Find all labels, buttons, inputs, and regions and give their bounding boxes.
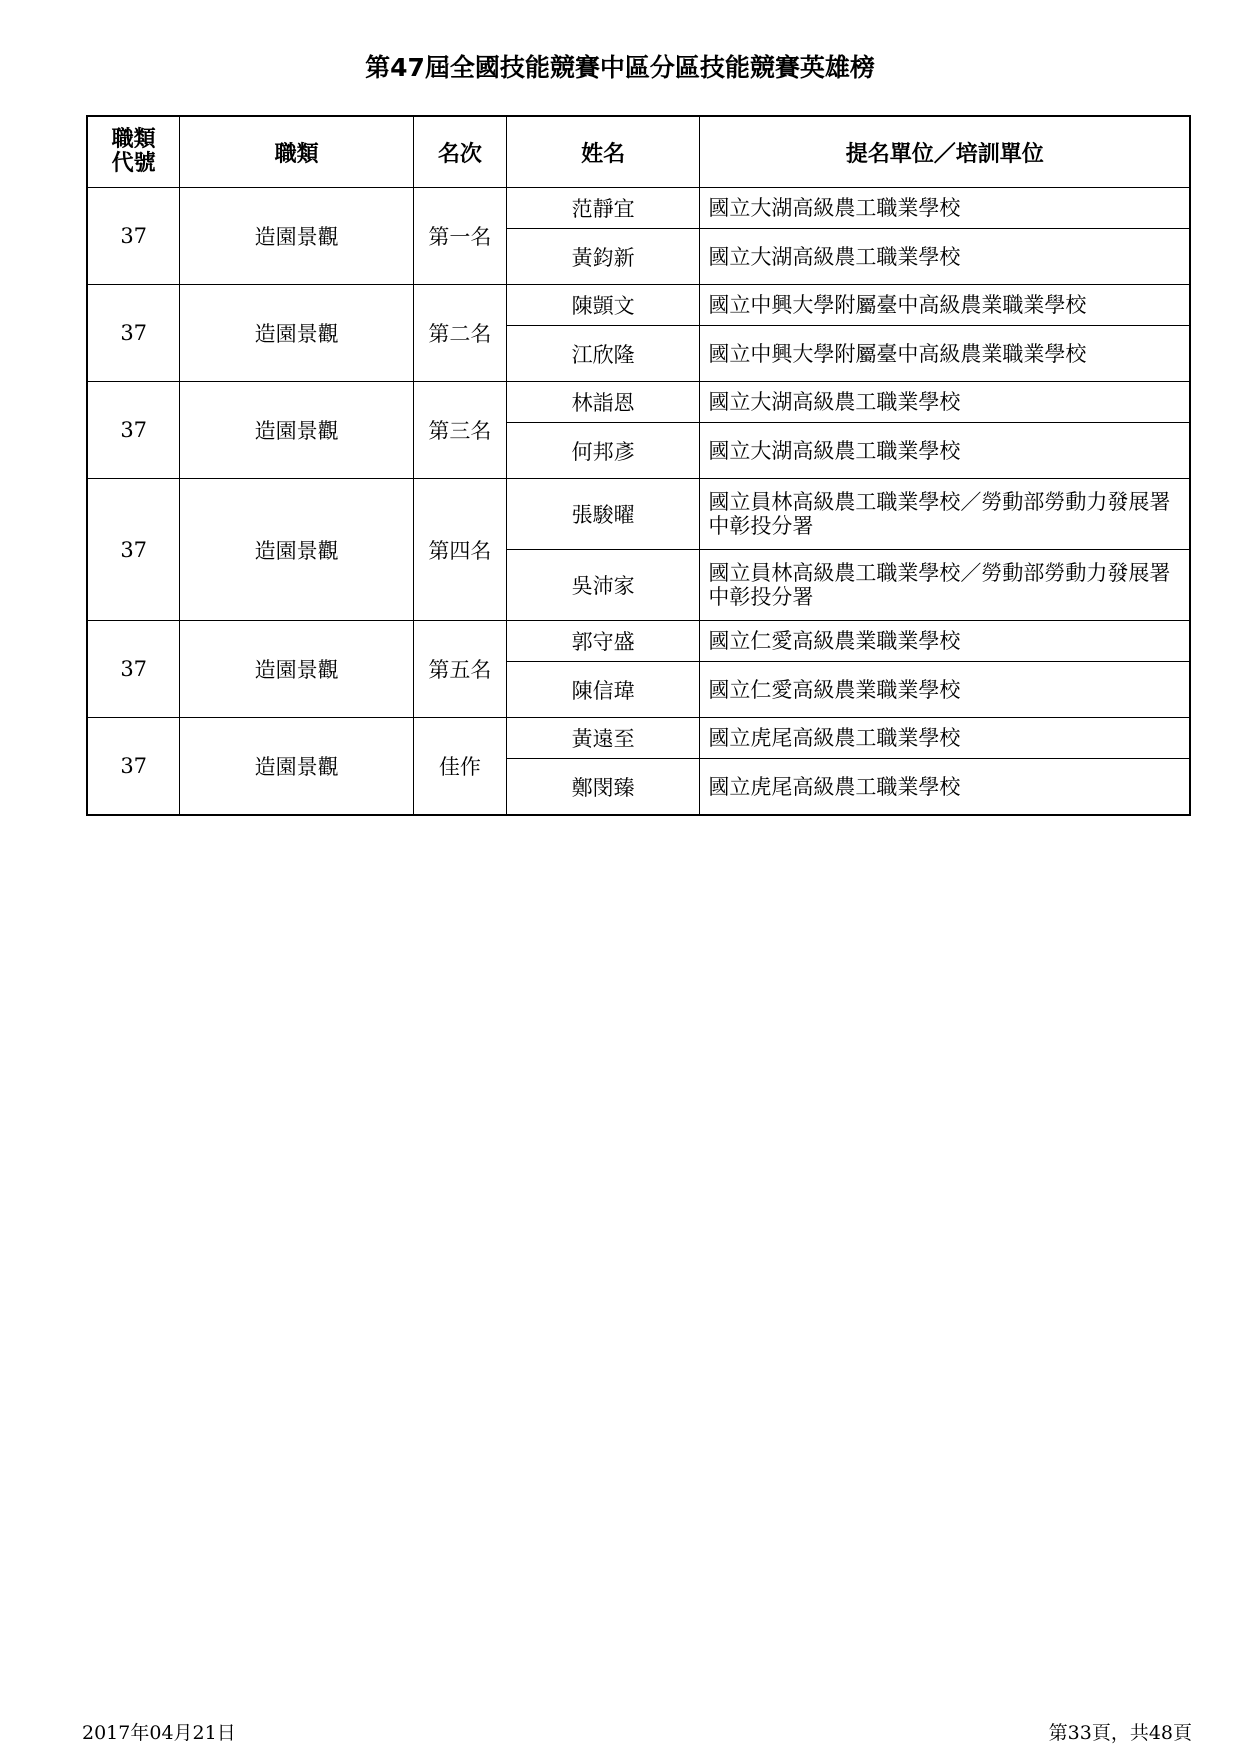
unit-cell: 國立大湖高級農工職業學校	[700, 188, 1190, 229]
unit-cell: 國立仁愛高級農業職業學校	[700, 621, 1190, 662]
footer-date: 2017年04月21日	[82, 1722, 236, 1744]
table-row	[87, 718, 1190, 759]
unit-cell: 國立虎尾高級農工職業學校	[700, 759, 1190, 816]
table-row	[87, 621, 1190, 662]
name-cell: 鄭閔臻	[506, 759, 700, 816]
name-cell: 黃遠至	[506, 718, 700, 759]
name-cell: 陳顗文	[506, 285, 700, 326]
rank-cell: 第二名	[413, 285, 506, 382]
header-row	[87, 116, 1190, 188]
table-row	[87, 188, 1190, 229]
results-table	[86, 115, 1191, 816]
name-cell: 陳信瑋	[506, 662, 700, 718]
header-trade: 職類	[180, 116, 414, 188]
name-cell: 范靜宜	[506, 188, 700, 229]
unit-cell: 國立大湖高級農工職業學校	[700, 229, 1190, 285]
unit-cell: 國立中興大學附屬臺中高級農業職業學校	[700, 285, 1190, 326]
header-name: 姓名	[506, 116, 700, 188]
name-cell: 黃鈞新	[506, 229, 700, 285]
trade-cell: 造園景觀	[180, 718, 414, 816]
trade-code-cell: 37	[87, 621, 180, 718]
unit-cell: 國立中興大學附屬臺中高級農業職業學校	[700, 326, 1190, 382]
trade-cell: 造園景觀	[180, 621, 414, 718]
trade-cell: 造園景觀	[180, 188, 414, 285]
name-cell: 張駿曜	[506, 479, 700, 550]
table-row	[87, 382, 1190, 423]
rank-cell: 第四名	[413, 479, 506, 621]
header-rank: 名次	[413, 116, 506, 188]
trade-cell: 造園景觀	[180, 382, 414, 479]
rank-cell: 第三名	[413, 382, 506, 479]
unit-cell: 國立大湖高級農工職業學校	[700, 423, 1190, 479]
unit-cell: 國立虎尾高級農工職業學校	[700, 718, 1190, 759]
unit-cell: 國立仁愛高級農業職業學校	[700, 662, 1190, 718]
rank-cell: 佳作	[413, 718, 506, 816]
trade-cell: 造園景觀	[180, 285, 414, 382]
name-cell: 林詣恩	[506, 382, 700, 423]
unit-cell: 國立員林高級農工職業學校／勞動部勞動力發展署中彰投分署	[700, 479, 1190, 550]
footer-page-number: 第33頁，共48頁	[1048, 1722, 1192, 1744]
name-cell: 郭守盛	[506, 621, 700, 662]
unit-cell: 國立員林高級農工職業學校／勞動部勞動力發展署中彰投分署	[700, 550, 1190, 621]
header-trade-code	[87, 116, 180, 188]
table-row	[87, 479, 1190, 550]
rank-cell: 第一名	[413, 188, 506, 285]
trade-code-cell: 37	[87, 285, 180, 382]
header-trade-code-line2: 代號	[111, 151, 156, 176]
header-trade-code-line1: 職類	[111, 127, 156, 152]
table-row	[87, 285, 1190, 326]
trade-code-cell: 37	[87, 718, 180, 816]
trade-code-cell: 37	[87, 479, 180, 621]
name-cell: 吳沛家	[506, 550, 700, 621]
name-cell: 何邦彥	[506, 423, 700, 479]
rank-cell: 第五名	[413, 621, 506, 718]
unit-cell: 國立大湖高級農工職業學校	[700, 382, 1190, 423]
trade-code-cell: 37	[87, 188, 180, 285]
name-cell: 江欣隆	[506, 326, 700, 382]
page-title: 第47屆全國技能競賽中區分區技能競賽英雄榜	[365, 53, 875, 82]
trade-cell: 造園景觀	[180, 479, 414, 621]
header-unit: 提名單位／培訓單位	[700, 116, 1190, 188]
trade-code-cell: 37	[87, 382, 180, 479]
